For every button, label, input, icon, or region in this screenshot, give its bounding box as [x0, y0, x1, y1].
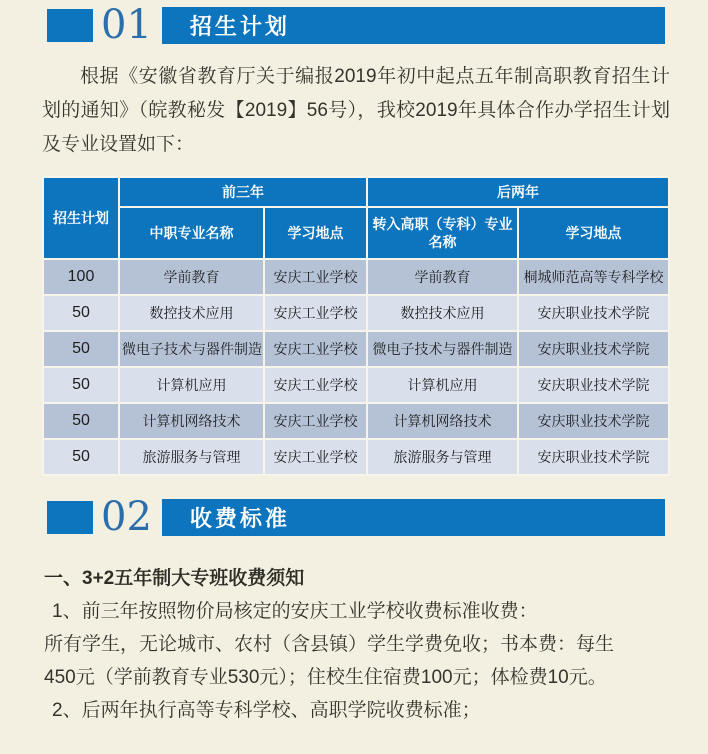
- table-row: [44, 440, 668, 474]
- section-header-enrollment: [47, 0, 665, 48]
- table-sub-header-row: [44, 208, 668, 258]
- section-number: 01: [101, 2, 152, 48]
- gaozhi-location-cell: 安庆职业技术学院: [519, 368, 668, 402]
- plan-count-cell: 50: [44, 440, 118, 474]
- plan-count-cell: 50: [44, 332, 118, 366]
- sub-header-gaozhi-location: 学习地点: [519, 208, 668, 258]
- corner-header-cell: 招生计划: [44, 178, 118, 258]
- gaozhi-location-cell: 安庆职业技术学院: [519, 332, 668, 366]
- fee-line: 450元（学前教育专业530元）；住校生住宿费100元；体检费10元。: [44, 667, 607, 688]
- gaozhi-major-cell: 计算机应用: [368, 368, 517, 402]
- gaozhi-location-cell: 安庆职业技术学院: [519, 404, 668, 438]
- section-number-square: [47, 501, 93, 534]
- gaozhi-location-cell: 安庆职业技术学院: [519, 296, 668, 330]
- zhongzhi-location-cell: 安庆工业学校: [265, 332, 366, 366]
- sub-header-zhongzhi-major: 中职专业名称: [120, 208, 263, 258]
- gaozhi-major-cell: 数控技术应用: [368, 296, 517, 330]
- zhongzhi-location-cell: 安庆工业学校: [265, 296, 366, 330]
- gaozhi-location-cell: 桐城师范高等专科学校: [519, 260, 668, 294]
- sub-header-zhongzhi-location: 学习地点: [265, 208, 366, 258]
- fee-line: 2、后两年执行高等专科学校、高职学院收费标准；: [52, 700, 481, 721]
- group-header-first-three-years: 前三年: [120, 178, 366, 206]
- table-row: [44, 404, 668, 438]
- section-header-fees: [47, 494, 665, 540]
- gaozhi-major-cell: 计算机网络技术: [368, 404, 517, 438]
- gaozhi-major-cell: 学前教育: [368, 260, 517, 294]
- zhongzhi-location-cell: 安庆工业学校: [265, 440, 366, 474]
- table-row: [44, 368, 668, 402]
- fee-text-block: [44, 562, 668, 727]
- fee-line: 1、前三年按照物价局核定的安庆工业学校收费标准收费：: [52, 601, 538, 622]
- plan-count-cell: 100: [44, 260, 118, 294]
- enrollment-intro-paragraph: 根据《安徽省教育厅关于编报2019年初中起点五年制高职教育招生计划的通知》（皖教秘发【2019】56号），我校2019年具体合作办学招生计划及专业设置如下：: [42, 66, 670, 155]
- fee-heading: 一、3+2五年制大专班收费须知: [44, 568, 305, 589]
- gaozhi-location-cell: 安庆职业技术学院: [519, 440, 668, 474]
- section-number: 02: [101, 494, 152, 540]
- section-number-square: [47, 9, 93, 42]
- zhongzhi-location-cell: 安庆工业学校: [265, 404, 366, 438]
- zhongzhi-major-cell: 计算机应用: [120, 368, 263, 402]
- table-row: [44, 332, 668, 366]
- zhongzhi-major-cell: 数控技术应用: [120, 296, 263, 330]
- gaozhi-major-cell: 微电子技术与器件制造: [368, 332, 517, 366]
- fee-line: 所有学生，无论城市、农村（含县镇）学生学费免收；书本费：每生: [44, 634, 615, 655]
- zhongzhi-major-cell: 计算机网络技术: [120, 404, 263, 438]
- section-title: 招生计划: [189, 13, 290, 39]
- plan-count-cell: 50: [44, 296, 118, 330]
- table-row: [44, 260, 668, 294]
- plan-count-cell: 50: [44, 404, 118, 438]
- section-title-banner: [162, 7, 665, 44]
- zhongzhi-major-cell: 微电子技术与器件制造: [120, 332, 263, 366]
- zhongzhi-location-cell: 安庆工业学校: [265, 368, 366, 402]
- table-row: [44, 296, 668, 330]
- plan-count-cell: 50: [44, 368, 118, 402]
- section-title-banner: [162, 499, 665, 536]
- zhongzhi-major-cell: 旅游服务与管理: [120, 440, 263, 474]
- group-header-last-two-years: 后两年: [368, 178, 668, 206]
- section-title: 收费标准: [189, 505, 290, 531]
- table-group-header-row: [44, 178, 668, 206]
- sub-header-gaozhi-major: 转入高职（专科）专业名称: [368, 208, 517, 258]
- enrollment-table: [42, 176, 670, 476]
- zhongzhi-major-cell: 学前教育: [120, 260, 263, 294]
- zhongzhi-location-cell: 安庆工业学校: [265, 260, 366, 294]
- gaozhi-major-cell: 旅游服务与管理: [368, 440, 517, 474]
